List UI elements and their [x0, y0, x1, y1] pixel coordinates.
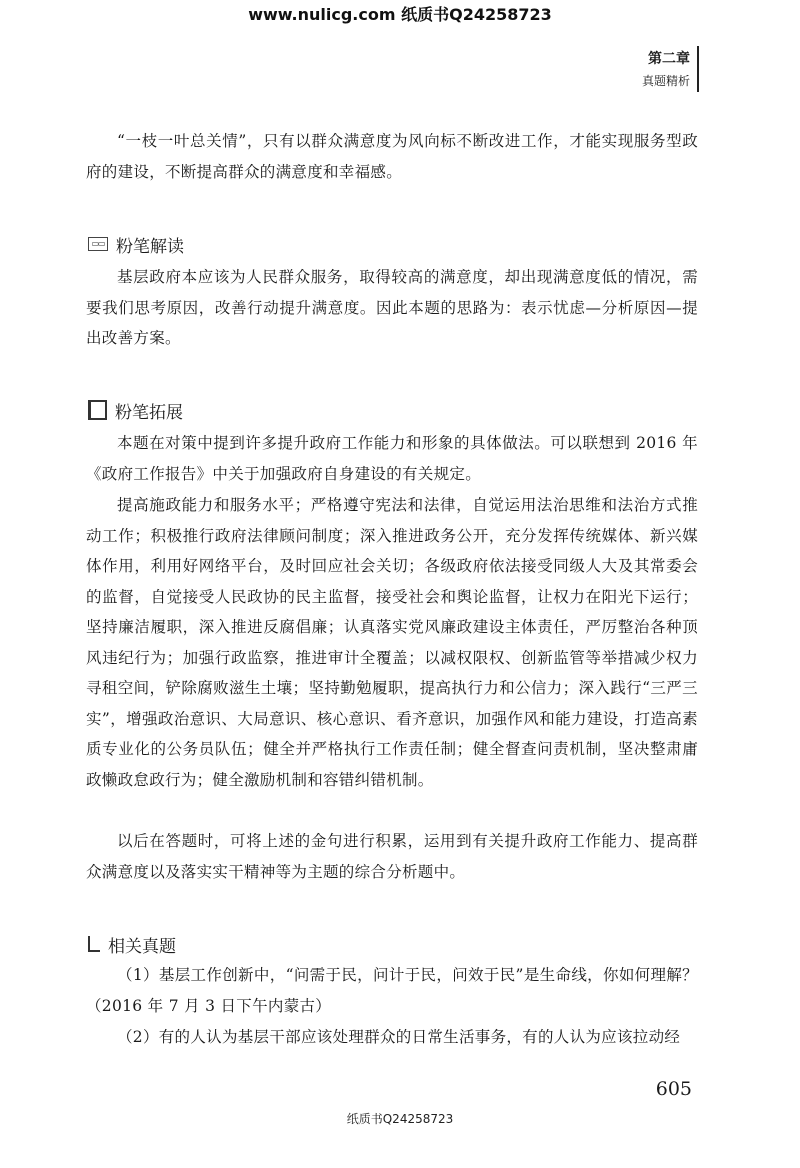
interpretation-paragraph: 基层政府本应该为人民群众服务，取得较高的满意度，却出现满意度低的情况，需要我们思考原因，改善行动提升满意度。因此本题的思路为：表示忧虑—分析原因—提出改善方案。: [86, 268, 698, 347]
related-question-2: （2）有的人认为基层干部应该处理群众的日常生活事务，有的人认为应该拉动经: [117, 1028, 681, 1046]
related-question-1: （1）基层工作创新中，“问需于民，问计于民，问效于民”是生命线，你如何理解？（2016 年 7 月 3 日下午内蒙古）: [86, 966, 698, 1015]
interpretation-heading: [88, 232, 184, 256]
extension-heading: [88, 398, 183, 422]
bookmark-icon: [88, 936, 100, 952]
extension-paragraph-1: 本题在对策中提到许多提升政府工作能力和形象的具体做法。可以联想到 2016 年《政府工作报告》中关于加强政府自身建设的有关规定。: [86, 434, 698, 483]
chapter-title: 第二章: [648, 51, 690, 67]
interpretation-heading-label: 粉笔解读: [116, 236, 184, 257]
extension-paragraph-3: 以后在答题时，可将上述的金句进行积累，运用到有关提升政府工作能力、提高群众满意度以及落实实干精神等为主题的综合分析题中。: [86, 832, 698, 881]
expand-icon: [88, 400, 107, 420]
chapter-header: [642, 48, 690, 92]
top-watermark: www.nulicg.com 纸质书Q24258723: [248, 5, 552, 24]
related-heading: [88, 932, 176, 956]
intro-paragraph: “一枝一叶总关情”，只有以群众满意度为风向标不断改进工作，才能实现服务型政府的建设，不断提高群众的满意度和幸福感。: [86, 132, 698, 181]
chapter-divider: [697, 46, 699, 92]
book-icon: ▭▭: [88, 237, 108, 251]
extension-paragraph-2: 提高施政能力和服务水平；严格遵守宪法和法律，自觉运用法治思维和法治方式推动工作；积极推行政府法律顾问制度；深入推进政务公开，充分发挥传统媒体、新兴媒体作用，利用好网络平台，及时回应社会关切；各级政府依法接受同级人大及其常委会的监督，自觉接受人民政协的民主监督，接受社会和舆论监督，让权力在阳光下运行；坚持廉洁履职，深入推进反腐倡廉；认真落实党风廉政建设主体责任，严厉整治各种顶风违纪行为；加强行政监察，推进审计全覆盖；以减权限权、创新监管等举措减少权力寻租空间，铲除腐败滋生土壤；坚持勤勉履职，提高执行力和公信力；深入践行“三严三实”，增强政治意识、大局意识、核心意识、看齐意识，加强作风和能力建设，打造高素质专业化的公务员队伍；健全并严格执行工作责任制；健全督查问责机制，坚决整肃庸政懒政怠政行为；健全激励机制和容错纠错机制。: [86, 496, 698, 789]
page-number: 605: [655, 1078, 692, 1100]
extension-heading-label: 粉笔拓展: [115, 402, 183, 423]
bottom-watermark: 纸质书Q24258723: [346, 1112, 454, 1126]
chapter-subtitle: 真题精析: [641, 74, 690, 88]
related-heading-label: 相关真题: [108, 936, 176, 957]
